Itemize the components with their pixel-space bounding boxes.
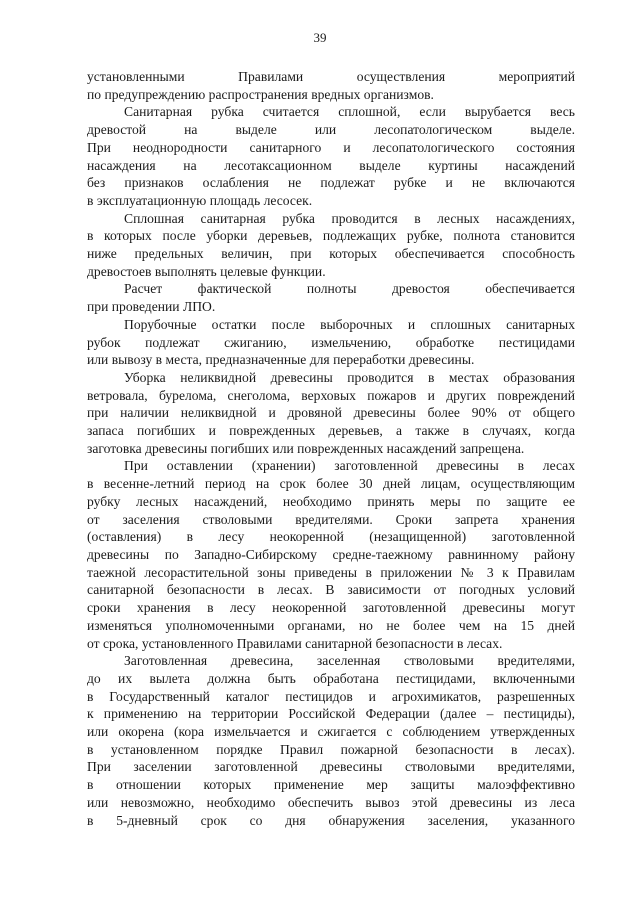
text-line: рубок подлежат сжиганию, измельчению, обработке пестицидами: [87, 334, 575, 350]
text-line: в отношении которых применение мер защиты малоэффективно: [87, 777, 575, 793]
text-line: в весенне-летний период на срок более 30 дней лицам, осуществляющим: [87, 476, 575, 492]
text-line: Уборка неликвидной древесины проводится в местах образования: [124, 369, 575, 385]
text-line: насаждения на лесотаксационном выделе куртины насаждений: [87, 157, 575, 173]
text-line: или вывозу в места, предназначенные для переработки древесины.: [87, 352, 475, 368]
text-line: При заселении заготовленной древесины стволовыми вредителями,: [87, 759, 575, 775]
text-line: Заготовленная древесина, заселенная стволовыми вредителями,: [124, 653, 575, 669]
text-line: в которых после уборки деревьев, подлежащих рубке, полнота становится: [87, 228, 575, 244]
text-line: к применению на территории Российской Федерации (далее – пестициды),: [87, 706, 575, 722]
text-line: Сплошная санитарная рубка проводится в лесных насаждениях,: [124, 210, 575, 226]
text-line: изменяться уполномоченными органами, но не более чем на 15 дней: [87, 617, 575, 633]
text-line: древостоев выполнять целевые функции.: [87, 263, 326, 279]
document-body: [87, 68, 575, 829]
paragraph: [87, 103, 575, 209]
text-line: При оставлении (хранении) заготовленной древесины в лесах: [124, 458, 575, 474]
text-line: древесины по Западно-Сибирскому средне-таежному равнинному району: [87, 546, 575, 562]
paragraph: [87, 316, 575, 369]
paragraph: [87, 210, 575, 281]
text-line: запаса погибших и поврежденных деревьев, а также в случаях, когда: [87, 423, 575, 439]
text-line: Санитарная рубка считается сплошной, если вырубается весь: [124, 104, 575, 120]
text-line: Расчет фактической полноты древостоя обеспечивается: [124, 281, 575, 297]
page-number: 39: [313, 30, 327, 45]
text-line: или невозможно, необходимо обеспечить вывоз этой древесины из леса: [87, 794, 575, 810]
text-line: заготовка древесины погибших или поврежденных насаждений запрещена.: [87, 440, 525, 456]
paragraph: [87, 652, 575, 829]
paragraph: [87, 457, 575, 652]
text-line: или окорена (кора измельчается и сжигается с соблюдением утвержденных: [87, 724, 575, 740]
paragraph: [87, 369, 575, 458]
text-line: в 5-дневный срок со дня обнаружения заселения, указанного: [87, 812, 575, 828]
text-line: по предупреждению распространения вредных организмов.: [87, 86, 434, 102]
text-line: установленными Правилами осуществления мероприятий: [87, 69, 575, 84]
text-line: ниже предельных величин, при которых обеспечивается способность: [87, 246, 575, 262]
text-line: при проведении ЛПО.: [87, 299, 216, 315]
text-line: в Государственный каталог пестицидов и агрохимикатов, разрешенных: [87, 688, 575, 704]
text-line: до их вылета должна быть обработана пестицидами, включенными: [87, 670, 575, 686]
text-line: при наличии неликвидной и дровяной древесины более 90% от общего: [87, 405, 575, 421]
text-line: в установленном порядке Правил пожарной безопасности в лесах).: [87, 741, 575, 757]
text-line: (оставления) в лесу неокоренной (незащищенной) заготовленной: [87, 529, 575, 545]
text-line: от срока, установленного Правилами санитарной безопасности в лесах.: [87, 635, 503, 651]
text-line: без признаков ослабления не подлежат рубке и не включаются: [87, 175, 575, 191]
text-line: санитарной безопасности в лесах. В зависимости от погодных условий: [87, 582, 575, 598]
paragraph: [87, 68, 575, 103]
text-line: рубку лесных насаждений, необходимо принять меры по защите ее: [87, 493, 575, 509]
text-line: Порубочные остатки после выборочных и сплошных санитарных: [124, 316, 575, 332]
text-line: ветровала, бурелома, снеголома, верховых пожаров и других повреждений: [87, 387, 575, 403]
text-line: от заселения стволовыми вредителями. Сроки запрета хранения: [87, 511, 575, 527]
text-line: сроки хранения в лесу неокоренной заготовленной древесины могут: [87, 600, 575, 616]
paragraph: [87, 280, 575, 315]
text-line: в эксплуатационную площадь лесосек.: [87, 192, 313, 208]
text-line: древостой на выделе или лесопатологическом выделе.: [87, 122, 575, 138]
text-line: таежной лесорастительной зоны приведены в приложении № 3 к Правилам: [87, 564, 575, 580]
text-line: При неоднородности санитарного и лесопатологического состояния: [87, 139, 575, 155]
